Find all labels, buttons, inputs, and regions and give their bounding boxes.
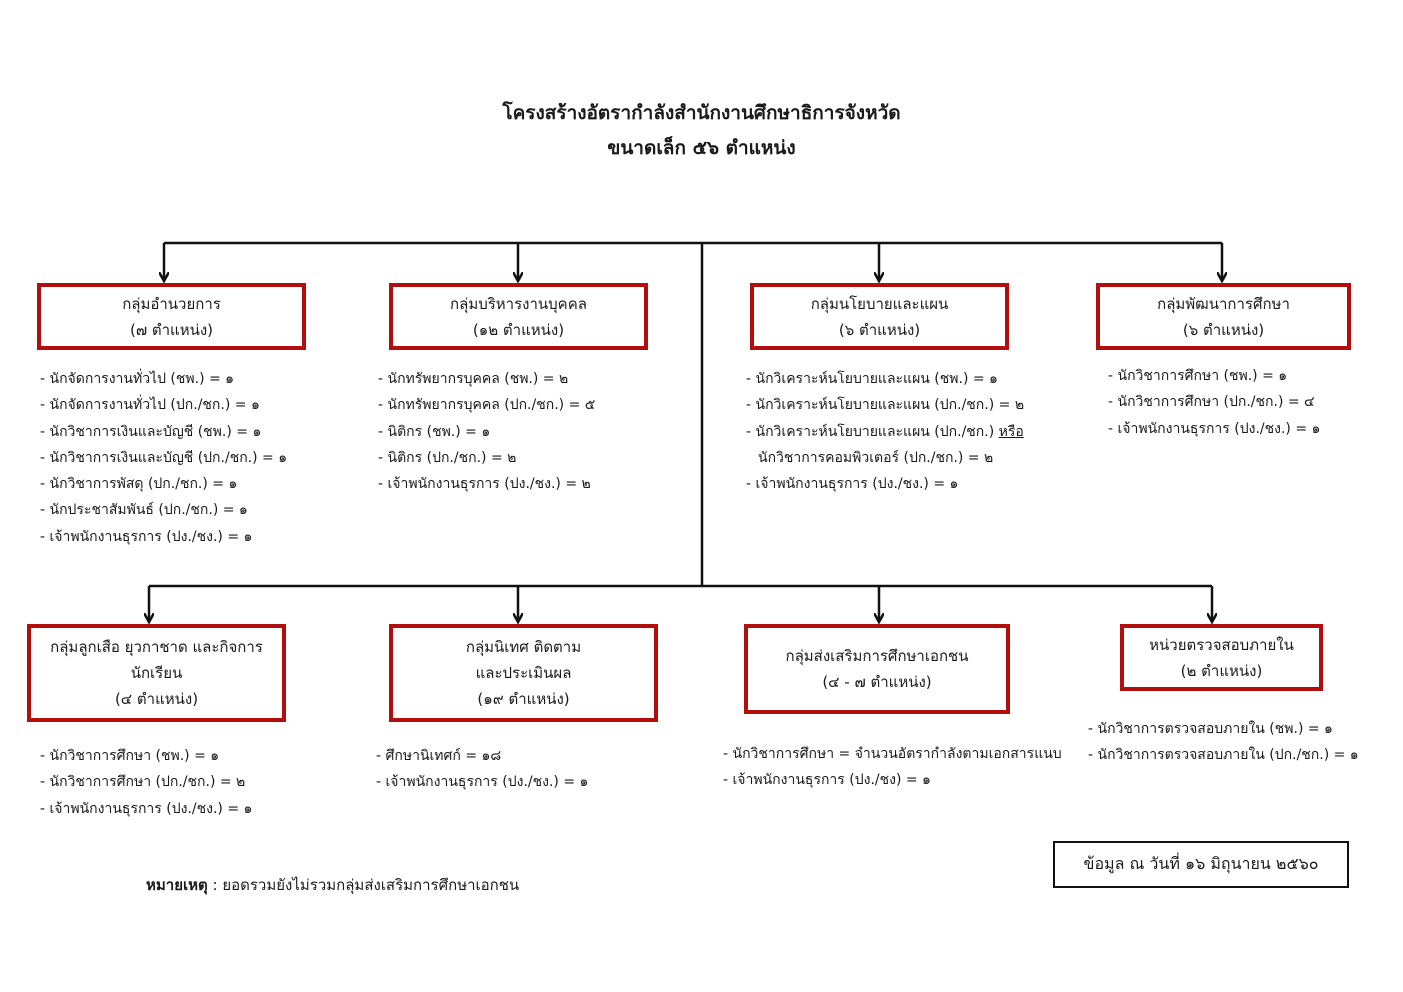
footnote-label: หมายเหตุ bbox=[146, 876, 208, 894]
group-count: (๑๙ ตำแหน่ง) bbox=[477, 690, 570, 708]
group-name: กลุ่มอำนวยการ bbox=[122, 294, 221, 313]
list-item: - นักวิเคราะห์นโยบายและแผน (ปก./ชก.) = ๒ bbox=[746, 397, 1025, 414]
position-list-internal-audit bbox=[1088, 716, 1359, 769]
group-box-development bbox=[1096, 283, 1351, 350]
group-box-private-education bbox=[744, 624, 1010, 714]
list-item: - เจ้าพนักงานธุรการ (ปง./ชง.) = ๑ bbox=[746, 476, 959, 493]
list-item: - นักทรัพยากรบุคคล (ปก./ชก.) = ๕ bbox=[378, 397, 596, 414]
list-item: - นักจัดการงานทั่วไป (ปก./ชก.) = ๑ bbox=[40, 397, 260, 414]
position-list-scout bbox=[40, 743, 252, 822]
list-item: - ศึกษานิเทศก์ = ๑๘ bbox=[376, 748, 502, 764]
group-count: (๔ ตำแหน่ง) bbox=[114, 690, 199, 708]
list-item: - นักวิชาการศึกษา (ชพ.) = ๑ bbox=[1108, 368, 1288, 384]
group-count: (๖ ตำแหน่ง) bbox=[1182, 320, 1265, 339]
group-name-line2: และประเมินผล bbox=[475, 664, 572, 682]
list-item: - นักวิชาการเงินและบัญชี (ปก./ชก.) = ๑ bbox=[40, 449, 288, 466]
list-item: - นักวิชาการตรวจสอบภายใน (ปก./ชก.) = ๑ bbox=[1088, 747, 1359, 764]
group-box-admin bbox=[37, 283, 306, 350]
chart-title: โครงสร้างอัตรากำลังสำนักงานศึกษาธิการจังหวัด bbox=[502, 102, 901, 124]
list-item: - นักวิชาการศึกษา = จำนวนอัตรากำลังตามเอกสารแนบ bbox=[723, 746, 1062, 762]
list-item: - นักทรัพยากรบุคคล (ชพ.) = ๒ bbox=[378, 371, 569, 387]
group-count: (๒ ตำแหน่ง) bbox=[1180, 661, 1263, 680]
list-item: - เจ้าพนักงานธุรการ (ปง./ชง.) = ๑ bbox=[1108, 420, 1321, 437]
position-list-development bbox=[1108, 363, 1320, 442]
group-name: กลุ่มนิเทศ ติดตาม bbox=[465, 638, 582, 656]
group-box-scout bbox=[27, 624, 286, 722]
group-name: กลุ่มลูกเสือ ยุวกาชาด และกิจการ bbox=[50, 638, 263, 656]
list-item: - นิติกร (ชพ.) = ๑ bbox=[378, 423, 491, 440]
list-item: - เจ้าพนักงานธุรการ (ปง./ชง.) = ๑ bbox=[376, 774, 589, 791]
position-list-supervision bbox=[376, 743, 588, 796]
group-box-policy bbox=[750, 283, 1009, 350]
chart-subtitle: ขนาดเล็ก ๕๖ ตำแหน่ง bbox=[607, 137, 796, 159]
group-name: หน่วยตรวจสอบภายใน bbox=[1149, 635, 1294, 654]
footnote bbox=[146, 873, 519, 897]
footnote-text: : ยอดรวมยังไม่รวมกลุ่มส่งเสริมการศึกษาเอกชน bbox=[207, 876, 520, 894]
list-item: - นักวิชาการพัสดุ (ปก./ชก.) = ๑ bbox=[40, 476, 238, 493]
data-date-text: ข้อมูล ณ วันที่ ๑๖ มิถุนายน ๒๕๖๐ bbox=[1083, 854, 1319, 873]
list-item: - นักวิชาการศึกษา (ปก./ชก.) = ๒ bbox=[40, 774, 246, 791]
list-item: - เจ้าพนักงานธุรการ (ปง./ชง.) = ๑ bbox=[40, 800, 253, 817]
list-item: - นักวิชาการตรวจสอบภายใน (ชพ.) = ๑ bbox=[1088, 721, 1333, 737]
position-list-personnel bbox=[378, 366, 595, 497]
group-name-line2: นักเรียน bbox=[130, 664, 183, 682]
list-item: - นักประชาสัมพันธ์ (ปก./ชก.) = ๑ bbox=[40, 502, 248, 519]
list-item: - นักวิชาการศึกษา (ปก./ชก.) = ๔ bbox=[1108, 394, 1315, 411]
group-count: (๗ ตำแหน่ง) bbox=[129, 320, 214, 339]
group-name: กลุ่มนโยบายและแผน bbox=[810, 294, 949, 313]
position-list-policy bbox=[746, 366, 1024, 497]
group-name: กลุ่มบริหารงานบุคคล bbox=[450, 294, 587, 313]
or-word: หรือ bbox=[998, 423, 1024, 440]
list-item-continuation: นักวิชาการคอมพิวเตอร์ (ปก./ชก.) = ๒ bbox=[758, 449, 994, 466]
list-item: - นิติกร (ปก./ชก.) = ๒ bbox=[378, 449, 517, 466]
list-item: - นักวิชาการเงินและบัญชี (ชพ.) = ๑ bbox=[40, 423, 262, 440]
data-date-box bbox=[1053, 841, 1349, 888]
list-item: - นักจัดการงานทั่วไป (ชพ.) = ๑ bbox=[40, 371, 235, 387]
group-name: กลุ่มพัฒนาการศึกษา bbox=[1157, 294, 1290, 313]
position-list-private-education bbox=[723, 741, 1062, 794]
list-item bbox=[746, 419, 1024, 445]
group-box-personnel bbox=[389, 283, 648, 350]
list-item: - นักวิเคราะห์นโยบายและแผน (ชพ.) = ๑ bbox=[746, 371, 998, 387]
group-box-supervision bbox=[389, 624, 658, 722]
group-count: (๑๒ ตำแหน่ง) bbox=[472, 320, 565, 339]
group-name: กลุ่มส่งเสริมการศึกษาเอกชน bbox=[785, 647, 969, 665]
list-item: - เจ้าพนักงานธุรการ (ปง./ชง) = ๑ bbox=[723, 772, 931, 789]
position-list-admin bbox=[40, 366, 287, 550]
group-box-internal-audit bbox=[1120, 624, 1323, 691]
list-item: - เจ้าพนักงานธุรการ (ปง./ชง.) = ๒ bbox=[378, 476, 591, 493]
list-item: - นักวิชาการศึกษา (ชพ.) = ๑ bbox=[40, 748, 220, 764]
group-count: (๖ ตำแหน่ง) bbox=[838, 320, 921, 339]
list-item-text: - นักวิเคราะห์นโยบายและแผน (ปก./ชก.) bbox=[746, 423, 999, 440]
list-item: - เจ้าพนักงานธุรการ (ปง./ชง.) = ๑ bbox=[40, 528, 253, 545]
group-count: (๔ - ๗ ตำแหน่ง) bbox=[822, 673, 932, 691]
